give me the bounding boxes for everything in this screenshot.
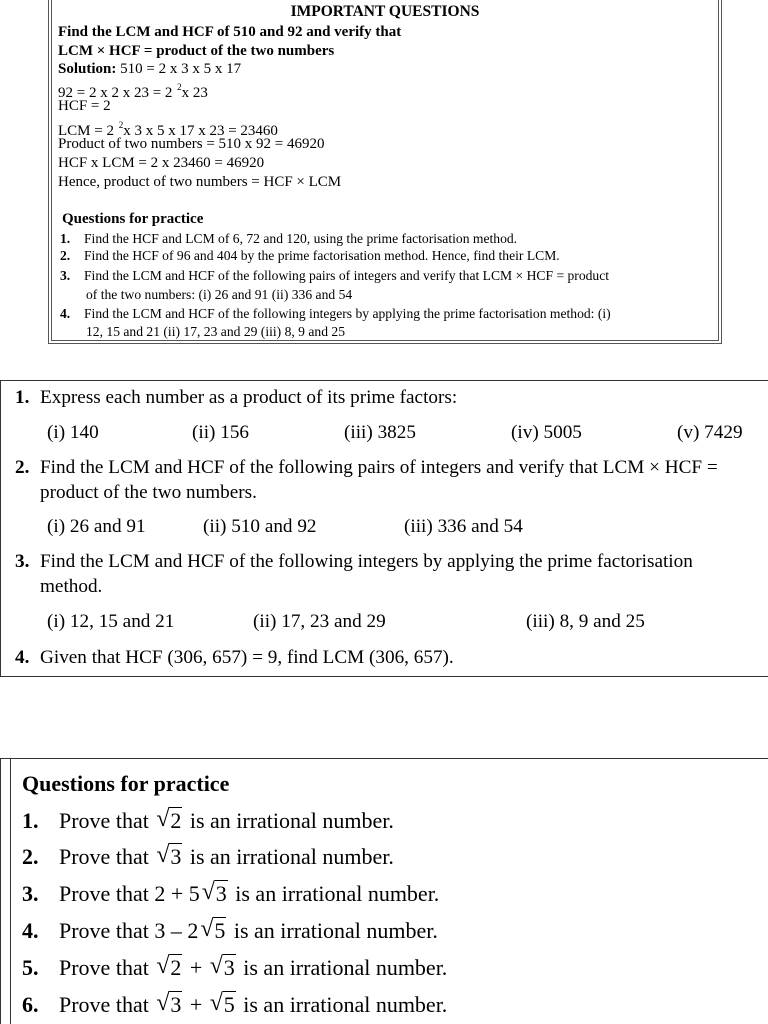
item-text: Prove that [59,955,155,980]
item-number: 3. [60,268,71,283]
square-root [156,954,182,982]
factorisation-92-text: 92 = 2 x 2 x 23 = 2 [58,85,177,101]
item-number: 1. [22,808,39,833]
solution-hcf: HCF = 2 [58,98,111,114]
practice-item [22,954,447,982]
radicand: 3 [170,844,182,869]
item-text: is an irrational number. [237,992,448,1017]
question-3 [15,550,693,574]
option: (iv) 5005 [511,422,582,443]
practice-item [58,248,560,264]
question-number: 4. [15,647,30,668]
option: (i) 26 and 91 [47,516,146,537]
question-text: Given that HCF (306, 657) = 9, find LCM (306, 657). [40,647,454,668]
question-2 [15,456,718,480]
solution-factorisation-510: 510 = 2 x 3 x 5 x 17 [116,61,242,77]
radical-sign: √ [156,990,170,1016]
item-continuation: of the two numbers: (i) 26 and 91 (ii) 336 and 54 [86,287,353,302]
option: (v) 7429 [677,422,743,443]
question-4 [15,646,454,670]
item-text: Prove that [59,918,155,943]
square-root [156,991,182,1019]
item-text: is an irrational number. [228,918,438,943]
exercise-box [0,380,768,677]
question-continuation: method. [40,576,103,597]
item-text: Prove that [59,992,155,1017]
radical-sign: √ [201,879,215,905]
item-text: Find the HCF of 96 and 404 by the prime factorisation method. Hence, find their LCM. [84,248,560,263]
item-number: 4. [22,918,39,943]
practice-item [22,843,394,871]
practice-item [22,991,447,1019]
practice-item [22,880,439,908]
important-questions-inner-frame [51,0,719,341]
option: (ii) 17, 23 and 29 [253,611,386,632]
option: (iii) 8, 9 and 25 [526,611,645,632]
square-root [210,954,236,982]
practice-item [58,306,611,322]
exponent: 2 [177,82,182,92]
question-number: 1. [15,387,30,408]
question-number: 2. [15,457,30,478]
radicand: 3 [223,955,235,980]
worked-example-heading-line2: LCM × HCF = product of the two numbers [58,43,335,59]
radicand: 3 [170,992,182,1017]
practice-item [22,917,438,945]
practice-item [58,268,609,284]
factorisation-92-tail: x 23 [181,85,208,101]
inner-left-border [10,759,11,1024]
item-text: Prove that [59,844,155,869]
practice-heading: Questions for practice [22,771,230,796]
option: (iii) 336 and 54 [404,516,523,537]
square-root [210,991,236,1019]
question-text: Express each number as a product of its prime factors: [40,387,458,408]
item-text: Find the LCM and HCF of the following integers by applying the prime factorisation method: (i) [84,306,611,321]
radical-sign: √ [200,916,214,942]
solution-line-1 [58,60,241,78]
item-text: Find the LCM and HCF of the following pairs of integers and verify that LCM × HCF = product [84,268,610,283]
practice-item [58,231,517,247]
item-number: 4. [60,306,71,321]
radical-sign: √ [209,953,223,979]
square-root [156,807,182,835]
radicand: 2 [170,955,182,980]
question-text: Find the LCM and HCF of the following integers by applying the prime factorisation [40,551,693,572]
solution-hcf-times-lcm: HCF x LCM = 2 x 23460 = 46920 [58,155,265,171]
item-text: is an irrational number. [184,844,394,869]
solution-product: Product of two numbers = 510 x 92 = 46920 [58,136,325,152]
option: (i) 12, 15 and 21 [47,611,175,632]
item-number: 3. [22,881,39,906]
practice-heading: Questions for practice [62,211,204,227]
lcm-text: LCM = 2 [58,123,118,139]
square-root [156,843,182,871]
solution-label: Solution: [58,61,117,77]
item-continuation: 12, 15 and 21 (ii) 17, 23 and 29 (iii) 8, 9 and 25 [86,324,345,339]
option: (iii) 3825 [344,422,416,443]
item-text: is an irrational number. [229,881,440,906]
solution-conclusion: Hence, product of two numbers = HCF × LCM [58,174,342,190]
option: (i) 140 [47,422,99,443]
item-number: 6. [22,992,39,1017]
exponent: 2 [118,120,124,130]
option: (ii) 510 and 92 [203,516,317,537]
square-root [200,917,226,945]
radicand: 5 [223,992,235,1017]
lcm-tail: x 3 x 5 x 17 x 23 = 23460 [123,123,278,139]
important-questions-title: IMPORTANT QUESTIONS [290,3,480,20]
plus-operator: + [184,992,208,1017]
item-number: 2. [60,248,71,263]
item-text: Prove that [59,881,155,906]
practice-item [22,807,394,835]
question-1 [15,386,457,410]
radical-sign: √ [156,842,170,868]
item-number: 2. [22,844,39,869]
irrational-practice-box [0,758,768,1024]
radicand: 5 [214,918,226,943]
important-questions-box [48,0,722,344]
radical-sign: √ [156,806,170,832]
square-root [202,880,228,908]
item-text: is an irrational number. [237,955,448,980]
worked-example-heading-line1: Find the LCM and HCF of 510 and 92 and verify that [58,24,402,40]
question-text: Find the LCM and HCF of the following pairs of integers and verify that LCM × HCF = [40,457,718,478]
item-text: is an irrational number. [184,808,394,833]
left-border [0,759,1,1024]
expression-lead: 2 + 5 [154,881,200,906]
question-continuation: product of the two numbers. [40,482,257,503]
radical-sign: √ [209,990,223,1016]
option: (ii) 156 [192,422,250,443]
radicand: 3 [215,881,227,906]
radicand: 2 [170,808,182,833]
item-text: Prove that [59,808,155,833]
item-number: 5. [22,955,39,980]
expression-lead: 3 – 2 [154,918,199,943]
question-number: 3. [15,551,30,572]
plus-operator: + [184,955,208,980]
radical-sign: √ [156,953,170,979]
item-number: 1. [60,231,71,246]
item-text: Find the HCF and LCM of 6, 72 and 120, using the prime factorisation method. [84,231,518,246]
